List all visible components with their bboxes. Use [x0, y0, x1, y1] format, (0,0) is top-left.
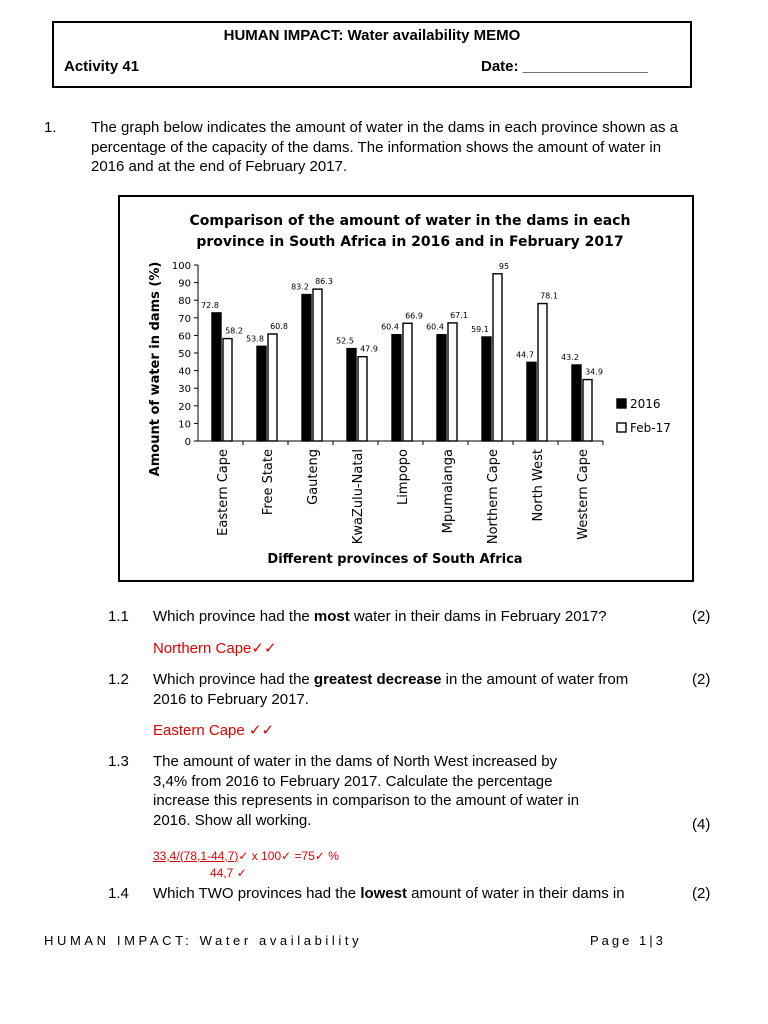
- page-number: Page 1|3: [590, 933, 666, 948]
- x-tick-label: Western Cape: [576, 449, 591, 540]
- legend-label: 2016: [630, 397, 661, 411]
- answer-1-1: Northern Cape✓✓: [153, 640, 277, 657]
- data-label: 43.2: [561, 352, 579, 362]
- marks-label: (4): [692, 816, 711, 833]
- y-tick-label: 10: [178, 419, 191, 431]
- bar-chart: [120, 197, 692, 580]
- y-tick-label: 100: [171, 261, 191, 272]
- bar-2016: [392, 335, 401, 441]
- data-label: 60.4: [426, 322, 444, 332]
- question-1-line: 2016 and at the end of February 2017.: [91, 158, 348, 175]
- data-label: 60.4: [381, 322, 399, 332]
- bar-feb17: [313, 289, 322, 441]
- data-label: 60.8: [270, 321, 288, 331]
- bar-feb17: [223, 339, 232, 441]
- x-tick-label: Mpumalanga: [441, 449, 456, 534]
- y-tick-label: 0: [184, 437, 191, 448]
- question-text-part: 2016. Show all working.: [153, 811, 312, 829]
- footer-title: HUMAN IMPACT: Water availability: [44, 933, 363, 948]
- y-tick-label: 40: [178, 366, 191, 378]
- data-label: 34.9: [585, 367, 603, 377]
- legend-swatch: [617, 399, 626, 408]
- question-1-4-text: [153, 884, 625, 904]
- y-tick-label: 20: [178, 401, 191, 413]
- y-tick-label: 70: [178, 313, 191, 325]
- bar-2016: [302, 295, 311, 441]
- bar-feb17: [538, 304, 547, 441]
- data-label: 59.1: [471, 324, 489, 334]
- data-label: 67.1: [450, 310, 468, 320]
- answer-1-2: Eastern Cape ✓✓: [153, 722, 275, 739]
- bar-2016: [437, 335, 446, 441]
- bar-2016: [482, 337, 491, 441]
- question-text-part: The amount of water in the dams of North West increased by: [153, 753, 558, 770]
- document-title: HUMAN IMPACT: Water availability MEMO: [223, 27, 521, 44]
- y-tick-label: 80: [178, 296, 191, 308]
- question-1-text: [91, 118, 711, 177]
- bar-feb17: [268, 334, 277, 441]
- question-number: 1.: [44, 119, 57, 136]
- bar-feb17: [583, 380, 592, 441]
- x-tick-label: Limpopo: [396, 449, 411, 505]
- calculation-numerator: 33,4/(78,1-44,7): [153, 849, 239, 863]
- y-axis-label: Amount of water in dams (%): [148, 261, 163, 477]
- bar-2016: [527, 362, 536, 441]
- question-text-part: Which province had the: [153, 608, 314, 625]
- question-1-2-text: [153, 670, 628, 709]
- question-1-line: percentage of the capacity of the dams. The information shows the amount of water in: [91, 138, 662, 156]
- marks-label: (2): [692, 671, 711, 688]
- question-text-part: Which TWO provinces had the: [153, 885, 361, 902]
- bar-feb17: [403, 323, 412, 441]
- data-label: 52.5: [336, 336, 354, 346]
- bar-feb17: [448, 323, 457, 441]
- question-1-1-text: [153, 607, 607, 627]
- data-label: 86.3: [315, 277, 333, 287]
- legend-label: Feb-17: [630, 421, 671, 435]
- data-label: 53.8: [246, 334, 264, 344]
- x-tick-label: North West: [531, 449, 546, 522]
- x-tick-label: Gauteng: [306, 449, 321, 505]
- y-tick-label: 60: [178, 331, 191, 343]
- question-text-part: 3,4% from 2016 to February 2017. Calculate the percentage: [153, 772, 553, 790]
- x-tick-label: Northern Cape: [486, 449, 501, 545]
- data-label: 78.1: [540, 291, 558, 301]
- chart-title-line-2: province in South Africa in 2016 and in February 2017: [196, 234, 624, 250]
- x-tick-label: Eastern Cape: [216, 449, 231, 536]
- question-number: 1.3: [108, 753, 129, 770]
- bar-2016: [347, 349, 356, 441]
- question-number: 1.1: [108, 608, 129, 625]
- header-box: [52, 21, 692, 88]
- question-text-part: amount of water in their dams in: [407, 885, 625, 902]
- question-number: 1.2: [108, 671, 129, 688]
- question-text-part: increase this represents in comparison to the amount of water in: [153, 792, 580, 809]
- data-label: 47.9: [360, 344, 378, 354]
- y-tick-label: 50: [178, 349, 191, 360]
- bar-chart-frame: [118, 195, 694, 582]
- data-label: 66.9: [405, 311, 423, 321]
- calculation-rest: ✓ x 100✓ =75✓ %: [238, 849, 339, 863]
- x-axis-label: Different provinces of South Africa: [267, 552, 523, 567]
- data-label: 83.2: [291, 282, 309, 292]
- question-1-3-text: [153, 752, 579, 830]
- data-label: 58.2: [225, 326, 243, 336]
- chart-plot-area: [172, 261, 671, 544]
- data-label: 72.8: [201, 300, 219, 310]
- question-text-part: Which province had the: [153, 671, 314, 688]
- chart-title-line-1: Comparison of the amount of water in the dams in each: [189, 213, 631, 229]
- bar-feb17: [358, 357, 367, 441]
- question-text-part: water in their dams in February 2017?: [349, 608, 607, 625]
- data-label: 44.7: [516, 350, 534, 360]
- x-tick-label: Free State: [261, 449, 276, 516]
- question-emphasis: lowest: [360, 885, 407, 902]
- y-tick-label: 30: [178, 384, 191, 396]
- legend-swatch: [617, 423, 626, 432]
- marks-label: (2): [692, 608, 711, 625]
- question-emphasis: most: [313, 608, 350, 625]
- question-number: 1.4: [108, 885, 129, 902]
- question-1-line: The graph below indicates the amount of water in the dams in each province shown as a: [91, 119, 679, 136]
- data-label: 95: [498, 261, 510, 271]
- activity-label: Activity 41: [64, 58, 140, 75]
- bar-2016: [257, 346, 266, 441]
- question-text-part: in the amount of water from: [441, 671, 629, 688]
- question-emphasis: greatest decrease: [313, 671, 442, 688]
- x-tick-label: KwaZulu-Natal: [351, 449, 366, 545]
- date-field: Date: _______________: [481, 58, 648, 75]
- question-text-part: 2016 to February 2017.: [153, 690, 309, 708]
- answer-1-3-calculation: [153, 849, 339, 863]
- marks-label: (2): [692, 885, 711, 902]
- bar-2016: [212, 313, 221, 441]
- bar-feb17: [493, 274, 502, 441]
- y-tick-label: 90: [178, 278, 191, 290]
- calculation-denominator: 44,7 ✓: [210, 866, 247, 880]
- bar-2016: [572, 365, 581, 441]
